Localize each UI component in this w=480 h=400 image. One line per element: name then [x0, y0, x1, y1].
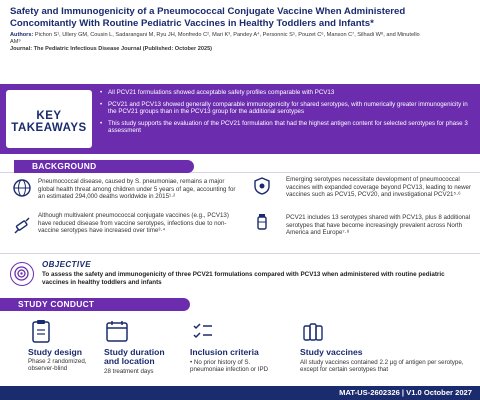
clipboard-icon — [28, 318, 54, 344]
shield-virus-icon — [252, 176, 272, 196]
checklist-icon — [190, 318, 216, 344]
key-takeaway-item: • All PCV21 formulations showed acceptable safety profiles comparable with PCV13 — [100, 89, 472, 97]
study-duration-title: Study duration and location — [104, 347, 165, 367]
key-takeaway-item: • This study supports the evaluation of the PCV21 formulation that had the highest antigen content for selected serotypes for phase 3 assessment — [100, 120, 472, 135]
background-item: Although multivalent pneumococcal conjugate vaccines (e.g., PCV13) have reduced disease from vaccine serotypes, infections due to non-vaccine serotypes have increased over time³·⁴ — [38, 212, 229, 235]
objective-text: To assess the safety and immunogenicity of three PCV21 formulations compared with PCV13 when administered with routine pediatric vaccines in healthy toddlers and infants — [42, 271, 445, 286]
key-takeaways-panel — [0, 84, 480, 154]
calendar-icon — [104, 318, 130, 344]
authors-list: Pichon S¹, Ullery GM, Cousin L, Sadarangani M, Ryu JH, Monfredo C², Mari K³, Pandey A⁴, Personnic S⁵, Pouzet C⁶, Manson C⁷, Silhadi W⁸, and Minutello AM⁹ — [10, 32, 420, 45]
inclusion-criteria-title: Inclusion criteria — [190, 347, 259, 357]
study-design-title: Study design — [28, 347, 82, 357]
vials-icon — [300, 318, 326, 344]
key-takeaways-list — [100, 89, 472, 139]
key-takeaways-label — [6, 110, 92, 134]
vaccine-vial-icon — [252, 212, 272, 232]
study-conduct-section — [0, 296, 480, 386]
study-conduct-heading: STUDY CONDUCT — [18, 299, 95, 309]
study-vaccines-text: All study vaccines contained 2.2 µg of antigen per serotype, except for certain serotypes that — [300, 359, 464, 374]
background-item: PCV21 includes 13 serotypes shared with PCV13, plus 8 additional serotypes that have become increasingly prevalent across North America and Europe⁷·⁸ — [286, 214, 471, 237]
study-design-column — [28, 318, 98, 384]
authors — [10, 32, 420, 46]
background-heading: BACKGROUND — [32, 161, 97, 171]
background-heading-bar — [14, 160, 194, 173]
objective-heading: OBJECTIVE — [42, 260, 91, 269]
document-code: MAT-US-2602326 | V1.0 October 2027 — [339, 388, 472, 397]
syringe-icon — [12, 216, 32, 236]
globe-icon — [12, 178, 32, 198]
study-conduct-heading-bar — [0, 298, 190, 311]
header — [0, 0, 480, 84]
authors-label: Authors: — [10, 32, 34, 38]
target-icon — [11, 263, 32, 284]
study-design-text: Phase 2 randomized, observer-blind — [28, 358, 87, 373]
study-duration-column — [104, 318, 180, 384]
objective-badge — [10, 262, 34, 286]
inclusion-criteria-column — [190, 318, 280, 384]
journal: Journal: The Pediatric Infectious Disease Journal (Published: October 2025) — [10, 46, 213, 52]
key-takeaway-item: • PCV21 and PCV13 showed generally comparable immunogenicity for shared serotypes, with numerically greater immunogenicity in the PCV21 groups than in the PCV13 group for the additional serotypes — [100, 101, 472, 116]
background-item: Pneumococcal disease, caused by S. pneumoniae, remains a major global health threat among children under 5 years of age, accounting for an estimated 294,000 deaths worldwide in 2015¹·² — [38, 178, 236, 201]
study-vaccines-title: Study vaccines — [300, 347, 363, 357]
study-duration-text: 28 treatment days — [104, 368, 154, 375]
footer — [0, 386, 480, 400]
key-takeaways-label-line2: TAKEAWAYS — [11, 122, 87, 134]
key-takeaways-label-box — [6, 90, 92, 148]
objective-section — [0, 258, 480, 292]
inclusion-criteria-text: • No prior history of S. pneumoniae infection or IPD — [190, 359, 269, 374]
background-item: Emerging serotypes necessitate development of pneumococcal vaccines with expanded coverage beyond PCV13, leading to newer vaccines such as PCV15, PCV20, and investigational PCV21⁵·⁶ — [286, 176, 472, 199]
study-vaccines-column — [300, 318, 472, 384]
key-takeaways-label-line1: KEY — [36, 110, 62, 122]
page-title: Safety and Immunogenicity of a Pneumococcal Conjugate Vaccine When Administered Concomitantly With Routine Pediatric Vaccines in Healthy Toddlers and Infants* — [10, 6, 406, 29]
